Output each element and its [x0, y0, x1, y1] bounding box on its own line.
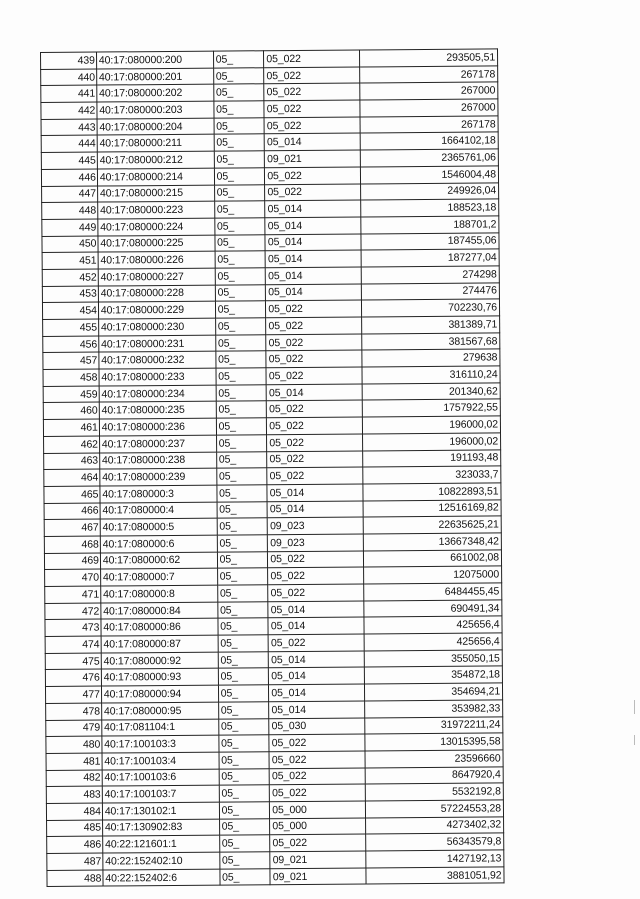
cadastral-value: 355050,15: [365, 650, 503, 668]
cadastral-number: 40:17:080000:201: [96, 68, 213, 86]
cadastral-number: 40:17:080000:6: [100, 535, 217, 553]
row-number: 457: [43, 352, 99, 369]
cadastral-value: 201340,62: [363, 383, 501, 401]
cadastral-value: 267000: [360, 82, 498, 100]
cadastral-number: 40:17:080000:202: [97, 85, 214, 103]
usage-code: 05_014: [266, 267, 362, 284]
cadastral-value: 4273402,32: [366, 817, 504, 835]
category-code: 05_: [219, 752, 270, 769]
cadastral-value: 661002,08: [364, 550, 502, 568]
row-number: 478: [46, 703, 102, 720]
cadastral-number: 40:17:080000:225: [98, 235, 215, 253]
row-number: 475: [45, 653, 101, 670]
cadastral-value: 8647920,4: [366, 766, 504, 784]
row-number: 456: [43, 336, 99, 353]
category-code: 05_: [215, 334, 266, 351]
category-code: 05_: [218, 618, 269, 635]
cadastral-value: 425656,4: [365, 633, 503, 651]
cadastral-value: 249926,04: [361, 182, 499, 200]
category-code: 05_: [214, 168, 265, 185]
row-number: 480: [46, 736, 102, 753]
cadastral-number: 40:17:080000:4: [100, 502, 217, 520]
cadastral-number: 40:17:080000:230: [98, 318, 215, 336]
cadastral-number: 40:17:080000:228: [98, 285, 215, 303]
category-code: 05_: [216, 435, 267, 452]
usage-code: 05_022: [267, 467, 363, 484]
usage-code: 05_014: [269, 667, 365, 684]
row-number: 446: [41, 169, 97, 186]
cadastral-value: 1664102,18: [361, 132, 499, 150]
usage-code: 05_014: [265, 234, 361, 251]
cadastral-value: 6484455,45: [364, 583, 502, 601]
cadastral-number: 40:17:100103:6: [102, 769, 219, 787]
usage-code: 09_021: [270, 868, 366, 885]
usage-code: 05_022: [268, 551, 364, 568]
usage-code: 05_022: [269, 734, 365, 751]
category-code: 05_: [214, 151, 265, 168]
category-code: 05_: [215, 318, 266, 335]
cadastral-number: 40:17:080000:214: [97, 168, 214, 186]
row-number: 455: [43, 319, 99, 336]
usage-code: 05_022: [264, 50, 360, 67]
usage-code: 05_022: [265, 167, 361, 184]
usage-code: 05_000: [270, 801, 366, 818]
row-number: 473: [45, 619, 101, 636]
cadastral-value: 293505,51: [360, 49, 498, 67]
scan-artifact: [634, 735, 635, 745]
usage-code: 05_022: [264, 83, 360, 100]
usage-code: 05_014: [267, 484, 363, 501]
cadastral-number: 40:17:100103:7: [102, 785, 219, 803]
usage-code: 05_014: [264, 133, 360, 150]
cadastral-value: 12075000: [364, 566, 502, 584]
row-number: 459: [43, 386, 99, 403]
cadastral-number: 40:17:080000:212: [97, 151, 214, 169]
category-code: 05_: [215, 301, 266, 318]
cadastral-number: 40:17:080000:95: [101, 702, 218, 720]
usage-code: 05_022: [264, 67, 360, 84]
cadastral-number: 40:17:080000:235: [99, 402, 216, 420]
category-code: 05_: [213, 67, 264, 84]
row-number: 440: [41, 69, 97, 86]
category-code: 05_: [217, 601, 268, 618]
category-code: 05_: [219, 852, 270, 869]
cadastral-number: 40:17:080000:7: [100, 568, 217, 586]
cadastral-value: 188523,18: [361, 199, 499, 217]
usage-code: 05_022: [266, 300, 362, 317]
table-row: [47, 867, 504, 887]
category-code: 05_: [215, 268, 266, 285]
category-code: 05_: [215, 284, 266, 301]
usage-code: 09_021: [265, 150, 361, 167]
category-code: 05_: [216, 384, 267, 401]
cadastral-number: 40:17:080000:211: [97, 135, 214, 153]
category-code: 05_: [214, 134, 265, 151]
usage-code: 05_014: [268, 601, 364, 618]
usage-code: 05_014: [269, 701, 365, 718]
category-code: 05_: [220, 868, 271, 885]
usage-code: 05_030: [269, 717, 365, 734]
cadastral-number: 40:22:121601:1: [102, 835, 219, 853]
usage-code: 05_014: [267, 501, 363, 518]
cadastral-value: 12516169,82: [363, 499, 501, 517]
row-number: 466: [44, 503, 100, 520]
category-code: 05_: [219, 835, 270, 852]
usage-code: 05_022: [270, 834, 366, 851]
usage-code: 05_022: [265, 183, 361, 200]
category-code: 05_: [218, 635, 269, 652]
row-number: 465: [44, 486, 100, 503]
usage-code: 05_022: [264, 117, 360, 134]
category-code: 05_: [214, 117, 265, 134]
row-number: 483: [46, 786, 102, 803]
category-code: 05_: [215, 234, 266, 251]
usage-code: 05_014: [266, 284, 362, 301]
row-number: 467: [44, 519, 100, 536]
row-number: 444: [41, 135, 97, 152]
cadastral-value: 381389,71: [362, 316, 500, 334]
cadastral-number: 40:17:080000:215: [97, 185, 214, 203]
usage-code: 05_000: [270, 818, 366, 835]
category-code: 05_: [218, 685, 269, 702]
cadastral-number: 40:17:100103:3: [102, 735, 219, 753]
scanned-document-page: [40, 48, 505, 887]
cadastral-value: 3881051,92: [366, 867, 504, 885]
row-number: 450: [42, 236, 98, 253]
row-number: 481: [46, 753, 102, 770]
category-code: 05_: [219, 785, 270, 802]
cadastral-value: 187455,06: [361, 232, 499, 250]
row-number: 460: [43, 402, 99, 419]
cadastral-number: 40:17:080000:84: [101, 602, 218, 620]
cadastral-number: 40:22:152402:10: [103, 852, 220, 870]
category-code: 05_: [217, 501, 268, 518]
category-code: 05_: [214, 218, 265, 235]
cadastral-number: 40:17:080000:223: [98, 201, 215, 219]
cadastral-number: 40:17:080000:238: [99, 452, 216, 470]
cadastral-number: 40:17:080000:224: [98, 218, 215, 236]
cadastral-value: 196000,02: [363, 433, 501, 451]
row-number: 476: [45, 669, 101, 686]
cadastral-value: 267178: [360, 66, 498, 84]
cadastral-value: 56343579,8: [366, 833, 504, 851]
cadastral-value: 1427192,13: [366, 850, 504, 868]
cadastral-value: 702230,76: [362, 299, 500, 317]
cadastral-value: 381567,68: [362, 333, 500, 351]
cadastral-value: 690491,34: [364, 600, 502, 618]
row-number: 479: [46, 720, 102, 737]
category-code: 05_: [217, 585, 268, 602]
row-number: 454: [42, 302, 98, 319]
cadastral-value: 316110,24: [362, 366, 500, 384]
cadastral-value: 1546004,48: [361, 166, 499, 184]
cadastral-value: 274298: [362, 266, 500, 284]
cadastral-value: 5532192,8: [366, 783, 504, 801]
cadastral-number: 40:17:080000:86: [101, 618, 218, 636]
row-number: 448: [42, 202, 98, 219]
category-code: 05_: [218, 702, 269, 719]
row-number: 441: [41, 85, 97, 102]
cadastral-number: 40:17:080000:94: [101, 685, 218, 703]
row-number: 447: [42, 186, 98, 203]
cadastral-value: 57224553,28: [366, 800, 504, 818]
cadastral-value: 187277,04: [362, 249, 500, 267]
usage-code: 05_014: [265, 250, 361, 267]
row-number: 482: [46, 770, 102, 787]
usage-code: 05_022: [267, 400, 363, 417]
category-code: 05_: [217, 551, 268, 568]
row-number: 451: [42, 252, 98, 269]
cadastral-value: 10822893,51: [363, 483, 501, 501]
usage-code: 05_022: [266, 367, 362, 384]
row-number: 487: [47, 853, 103, 870]
cadastral-value: 354694,21: [365, 683, 503, 701]
usage-code: 09_023: [267, 517, 363, 534]
category-code: 05_: [219, 735, 270, 752]
usage-code: 05_022: [269, 768, 365, 785]
usage-code: 05_022: [268, 634, 364, 651]
row-number: 468: [44, 536, 100, 553]
cadastral-number: 40:17:080000:232: [99, 352, 216, 370]
cadastral-value: 2365761,06: [361, 149, 499, 167]
cadastral-number: 40:17:080000:8: [101, 585, 218, 603]
cadastral-number: 40:17:080000:87: [101, 635, 218, 653]
usage-code: 05_014: [265, 217, 361, 234]
cadastral-number: 40:17:080000:203: [97, 101, 214, 119]
category-code: 05_: [216, 418, 267, 435]
cadastral-value: 353982,33: [365, 700, 503, 718]
scan-artifact: [634, 700, 635, 714]
usage-code: 05_014: [269, 651, 365, 668]
category-code: 05_: [219, 768, 270, 785]
row-number: 443: [41, 119, 97, 136]
usage-code: 09_021: [270, 851, 366, 868]
category-code: 05_: [217, 518, 268, 535]
cadastral-number: 40:17:080000:93: [101, 669, 218, 687]
row-number: 469: [44, 553, 100, 570]
usage-code: 05_022: [266, 334, 362, 351]
usage-code: 05_022: [267, 450, 363, 467]
row-number: 461: [43, 419, 99, 436]
category-code: 05_: [219, 802, 270, 819]
usage-code: 05_022: [266, 317, 362, 334]
cadastral-number: 40:17:080000:237: [99, 435, 216, 453]
category-code: 05_: [217, 535, 268, 552]
table-body: [41, 49, 505, 887]
cadastral-number: 40:17:080000:227: [98, 268, 215, 286]
category-code: 05_: [214, 101, 265, 118]
cadastral-number: 40:17:080000:231: [99, 335, 216, 353]
cadastral-value: 274476: [362, 283, 500, 301]
row-number: 464: [44, 469, 100, 486]
usage-code: 05_014: [268, 617, 364, 634]
cadastral-number: 40:17:080000:229: [98, 301, 215, 319]
usage-code: 05_022: [267, 417, 363, 434]
category-code: 05_: [216, 368, 267, 385]
category-code: 05_: [218, 668, 269, 685]
cadastral-value: 191193,48: [363, 449, 501, 467]
cadastral-value: 31972211,24: [365, 716, 503, 734]
category-code: 05_: [214, 184, 265, 201]
cadastral-number: 40:17:080000:233: [99, 368, 216, 386]
cadastral-number: 40:17:130102:1: [102, 802, 219, 820]
category-code: 05_: [219, 818, 270, 835]
usage-code: 05_022: [267, 434, 363, 451]
row-number: 472: [45, 603, 101, 620]
category-code: 05_: [216, 468, 267, 485]
usage-code: 05_022: [270, 784, 366, 801]
cadastral-number: 40:17:080000:92: [101, 652, 218, 670]
usage-code: 05_022: [268, 584, 364, 601]
usage-code: 05_014: [269, 684, 365, 701]
row-number: 445: [41, 152, 97, 169]
row-number: 486: [47, 836, 103, 853]
row-number: 452: [42, 269, 98, 286]
row-number: 484: [46, 803, 102, 820]
cadastral-value: 13015395,58: [365, 733, 503, 751]
cadastral-value: 267000: [360, 99, 498, 117]
row-number: 453: [42, 286, 98, 303]
cadastral-number: 40:22:152402:6: [103, 869, 220, 887]
cadastral-number: 40:17:080000:204: [97, 118, 214, 136]
cadastral-value: 188701,2: [361, 216, 499, 234]
cadastral-value: 13667348,42: [364, 533, 502, 551]
cadastral-number: 40:17:080000:3: [100, 485, 217, 503]
row-number: 462: [44, 436, 100, 453]
usage-code: 09_023: [268, 534, 364, 551]
cadastral-number: 40:17:080000:200: [96, 51, 213, 69]
row-number: 449: [42, 219, 98, 236]
cadastral-number: 40:17:080000:236: [99, 418, 216, 436]
cadastral-value: 279638: [362, 349, 500, 367]
cadastral-number: 40:17:080000:239: [100, 468, 217, 486]
cadastral-number: 40:17:080000:234: [99, 385, 216, 403]
cadastral-value: 267178: [360, 116, 498, 134]
row-number: 485: [47, 820, 103, 837]
cadastral-value: 196000,02: [363, 416, 501, 434]
cadastral-number: 40:17:080000:5: [100, 518, 217, 536]
cadastral-value: 23596660: [365, 750, 503, 768]
cadastral-number: 40:17:081104:1: [102, 719, 219, 737]
row-number: 439: [41, 52, 97, 69]
cadastral-value: 425656,4: [364, 616, 502, 634]
category-code: 05_: [216, 451, 267, 468]
category-code: 05_: [215, 251, 266, 268]
row-number: 442: [41, 102, 97, 119]
usage-code: 05_014: [265, 200, 361, 217]
usage-code: 05_022: [269, 751, 365, 768]
cadastral-value: 323033,7: [363, 466, 501, 484]
usage-code: 05_022: [266, 350, 362, 367]
row-number: 470: [45, 569, 101, 586]
category-code: 05_: [218, 651, 269, 668]
row-number: 488: [47, 870, 103, 887]
cadastral-number: 40:17:080000:226: [98, 251, 215, 269]
row-number: 463: [44, 453, 100, 470]
row-number: 458: [43, 369, 99, 386]
category-code: 05_: [217, 568, 268, 585]
category-code: 05_: [218, 718, 269, 735]
row-number: 471: [45, 586, 101, 603]
row-number: 474: [45, 636, 101, 653]
cadastral-number: 40:17:100103:4: [102, 752, 219, 770]
category-code: 05_: [216, 351, 267, 368]
data-table: [40, 48, 505, 887]
cadastral-value: 1757922,55: [363, 399, 501, 417]
category-code: 05_: [214, 201, 265, 218]
usage-code: 05_014: [266, 384, 362, 401]
cadastral-value: 354872,18: [365, 666, 503, 684]
category-code: 05_: [216, 401, 267, 418]
category-code: 05_: [217, 485, 268, 502]
row-number: 477: [45, 686, 101, 703]
category-code: 05_: [213, 51, 264, 68]
cadastral-number: 40:17:130902:83: [102, 819, 219, 837]
usage-code: 05_022: [264, 100, 360, 117]
cadastral-value: 22635625,21: [364, 516, 502, 534]
usage-code: 05_022: [268, 567, 364, 584]
cadastral-number: 40:17:080000:62: [100, 552, 217, 570]
category-code: 05_: [213, 84, 264, 101]
